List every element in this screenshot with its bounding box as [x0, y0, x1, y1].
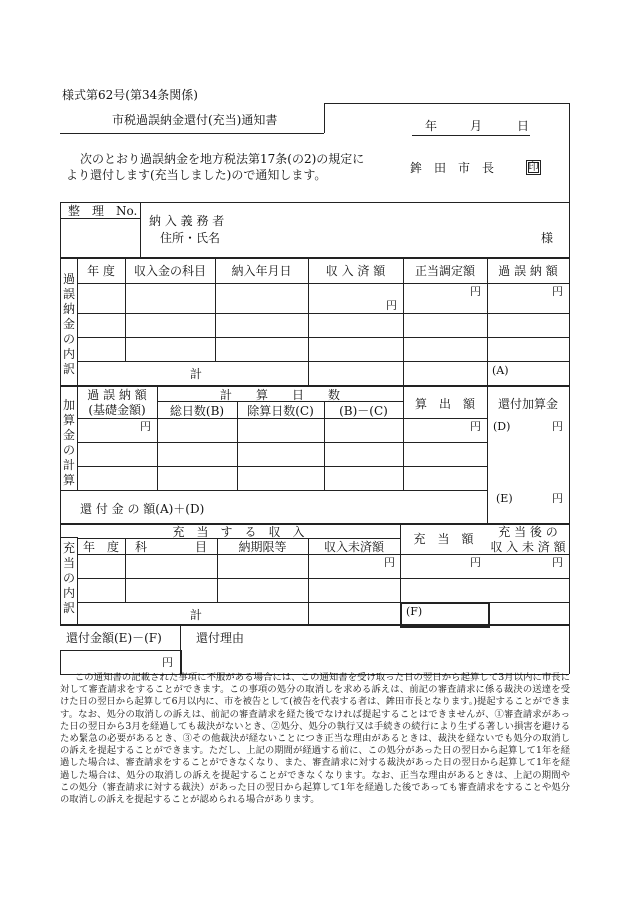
breakdown-row-line-3: [77, 361, 569, 362]
addition-yen-computed: 円: [470, 420, 481, 433]
addition-col-line-1: [157, 385, 158, 490]
appropriation-side-label: 充当の内訳: [62, 541, 75, 615]
frame-left-edge: [60, 202, 61, 624]
appeal-notice: この通知書の記載された事項に不服がある場合には、この通知書を受け取った日の翌日から起算して3月以内に市長に対して審査請求をすることができます。この事項の処分の取消しを求める訴えは、前記の審査請求に係る裁決の送達を受けた日の翌日から起算して6月以内に、市を被告として(被告を代表する者は、鉾田市長となります。)提起することができます。なお、処分の取消しの訴えは、前記の審査請求を経た後でなければ提起することはできませんが、①審査請求があった日の翌日から3月を経過しても裁決がないとき、②処分、処分の執行又は手続きの続行により生ずる著しい損害を避けるため緊急の必要があるとき、③その他裁決が経ないことにつき正当な理由があるときは、裁決を経ないでも処分の取消しの訴えを提起することができます。ただし、上記の期間が経過する前に、この処分があった日の翌日から起算して1年を経過した場合は、審査請求をすることができなくなり、また、審査請求に対する裁決があった日の翌日から起算して1年を経過した場合は、処分の取消しの訴えを提起することができなくなります。なお、正当な理由があるときは、上記の期間やこの処分（審査請求に対する裁決）があった日の翌日から起算して1年を経過した後であっても審査請求をすることや処分の取消しの訴えを提起することが認められる場合があります。: [60, 672, 570, 806]
breakdown-total-label: 計: [190, 367, 203, 381]
appropriation-header-due: 納期限等: [238, 540, 287, 554]
document-title: 市税過誤納金還付(充当)通知書: [112, 113, 278, 127]
breakdown-header-assessed: 正当調定額: [414, 264, 475, 278]
intro-line-1: 次のとおり過誤納金を地方税法第17条(の2)の規定に: [80, 152, 365, 166]
appropriation-col-line-2: [217, 538, 218, 602]
appropriation-col-line-1: [125, 538, 126, 602]
appropriation-total-label: 計: [190, 608, 203, 622]
taxpayer-divider: [140, 202, 141, 257]
addition-side-label: 加算金の計算: [62, 398, 75, 487]
refund-amount-top-line: [60, 490, 487, 491]
breakdown-yen-overpaid: 円: [552, 285, 563, 298]
breakdown-header-line: [77, 283, 569, 284]
addition-calc-days-line: [157, 401, 403, 402]
addition-col-line-3: [324, 401, 325, 490]
breakdown-yen-assessed: 円: [470, 285, 481, 298]
taxpayer-name-field[interactable]: [150, 242, 550, 254]
refund-total-label: 還付金額(E)－(F): [66, 631, 162, 645]
appropriation-header-subject: 科 目: [134, 540, 207, 554]
appropriation-header-line: [77, 554, 569, 555]
appropriation-yen-after: 円: [552, 556, 563, 569]
addition-header-calc-days: 計 算 日 数: [219, 388, 340, 402]
appropriation-header-after-1: 充 当 後 の: [498, 525, 558, 539]
breakdown-col-line-3: [308, 257, 309, 385]
addition-col-line-4: [403, 385, 404, 490]
appropriation-header-year: 年 度: [82, 540, 119, 554]
appropriation-header-target: 充 当 す る 収 入: [172, 525, 305, 539]
reference-number-underline: [60, 218, 140, 219]
title-box-right-edge: [324, 103, 325, 133]
addition-row-line-2: [77, 466, 487, 467]
addition-header-overpaid: 過 誤 納 額: [87, 388, 147, 402]
appropriation-yen-amount: 円: [470, 556, 481, 569]
refund-reason-label: 還付理由: [196, 631, 245, 645]
breakdown-yen-received: 円: [386, 299, 397, 312]
addition-header-line: [77, 418, 487, 419]
addition-header-computed: 算 出 額: [414, 397, 475, 411]
refund-total-yen: 円: [162, 656, 173, 669]
breakdown-header-subject: 収入金の科目: [133, 264, 206, 278]
addition-header-refund-addition: 還付加算金: [497, 397, 558, 411]
appropriation-yen-unpaid: 円: [384, 556, 395, 569]
taxpayer-honorific: 様: [541, 231, 554, 245]
appropriation-row-line-2: [77, 602, 569, 603]
taxpayer-label: 納 入 義 務 者: [149, 214, 225, 228]
appropriation-row-line-1: [77, 578, 569, 579]
addition-header-diff-days: (B)－(C): [339, 404, 388, 418]
appropriation-header-unpaid: 収入未済額: [323, 540, 384, 554]
issuer-name: 鉾 田 市 長: [410, 161, 495, 175]
addition-header-base: (基礎金額): [88, 403, 146, 417]
breakdown-header-payment-date: 納入年月日: [231, 264, 292, 278]
breakdown-top-line: [60, 257, 569, 259]
addition-col-line-2: [237, 401, 238, 490]
date-underline: [412, 135, 530, 136]
addition-yen-base: 円: [140, 420, 151, 433]
frame-right-edge: [569, 103, 570, 674]
intro-line-2: より還付します(充当しました)ので通知します。: [66, 168, 327, 182]
seal-text: 印: [528, 162, 539, 173]
refund-amount-marker-e: (E): [496, 492, 513, 505]
title-box-top: [324, 103, 569, 104]
date-day: 日: [517, 119, 530, 133]
date-month: 月: [470, 119, 483, 133]
addition-yen-refund-addition: 円: [552, 420, 563, 433]
breakdown-row-line-1: [77, 313, 569, 314]
reference-number-label: 整 理 No.: [68, 204, 138, 218]
appropriation-marker-f: (F): [406, 605, 423, 618]
breakdown-header-received: 収 入 済 額: [325, 264, 386, 278]
footer-top-line: [60, 624, 569, 626]
appropriation-header-after-2: 収 入 未 済 額: [490, 540, 566, 554]
breakdown-col-line-4: [403, 257, 404, 385]
breakdown-col-line-1: [125, 257, 126, 361]
breakdown-side-label: 過誤納金の内訳: [62, 272, 75, 376]
breakdown-header-overpaid: 過 誤 納 額: [498, 264, 558, 278]
appropriation-col-line-3: [308, 538, 309, 624]
breakdown-row-line-2: [77, 337, 569, 338]
appropriation-header-amount: 充 当 額: [413, 532, 474, 546]
taxpayer-address-label: 住所・氏名: [160, 231, 221, 245]
appropriation-top-line: [60, 523, 569, 525]
refund-amount-label: 還 付 金 の 額(A)＋(D): [80, 502, 205, 516]
taxpayer-top-line: [60, 202, 569, 203]
breakdown-total-marker-a: (A): [492, 364, 509, 377]
breakdown-header-year: 年 度: [87, 264, 115, 278]
addition-row-line-1: [77, 442, 487, 443]
addition-top-line: [60, 385, 569, 387]
seal-stamp: [526, 160, 541, 175]
refund-amount-yen: 円: [552, 492, 563, 505]
title-underline: [60, 133, 324, 134]
appropriation-side-top: [60, 537, 77, 538]
addition-marker-d: (D): [493, 420, 511, 433]
form-number: 様式第62号(第34条関係): [62, 88, 198, 102]
addition-header-total-days: 総日数(B): [169, 404, 225, 418]
breakdown-col-line-5: [487, 257, 488, 385]
addition-header-excluded-days: 除算日数(C): [247, 404, 314, 418]
date-year: 年: [425, 119, 438, 133]
addition-col-line-5: [487, 385, 488, 523]
breakdown-col-line-2: [215, 257, 216, 361]
